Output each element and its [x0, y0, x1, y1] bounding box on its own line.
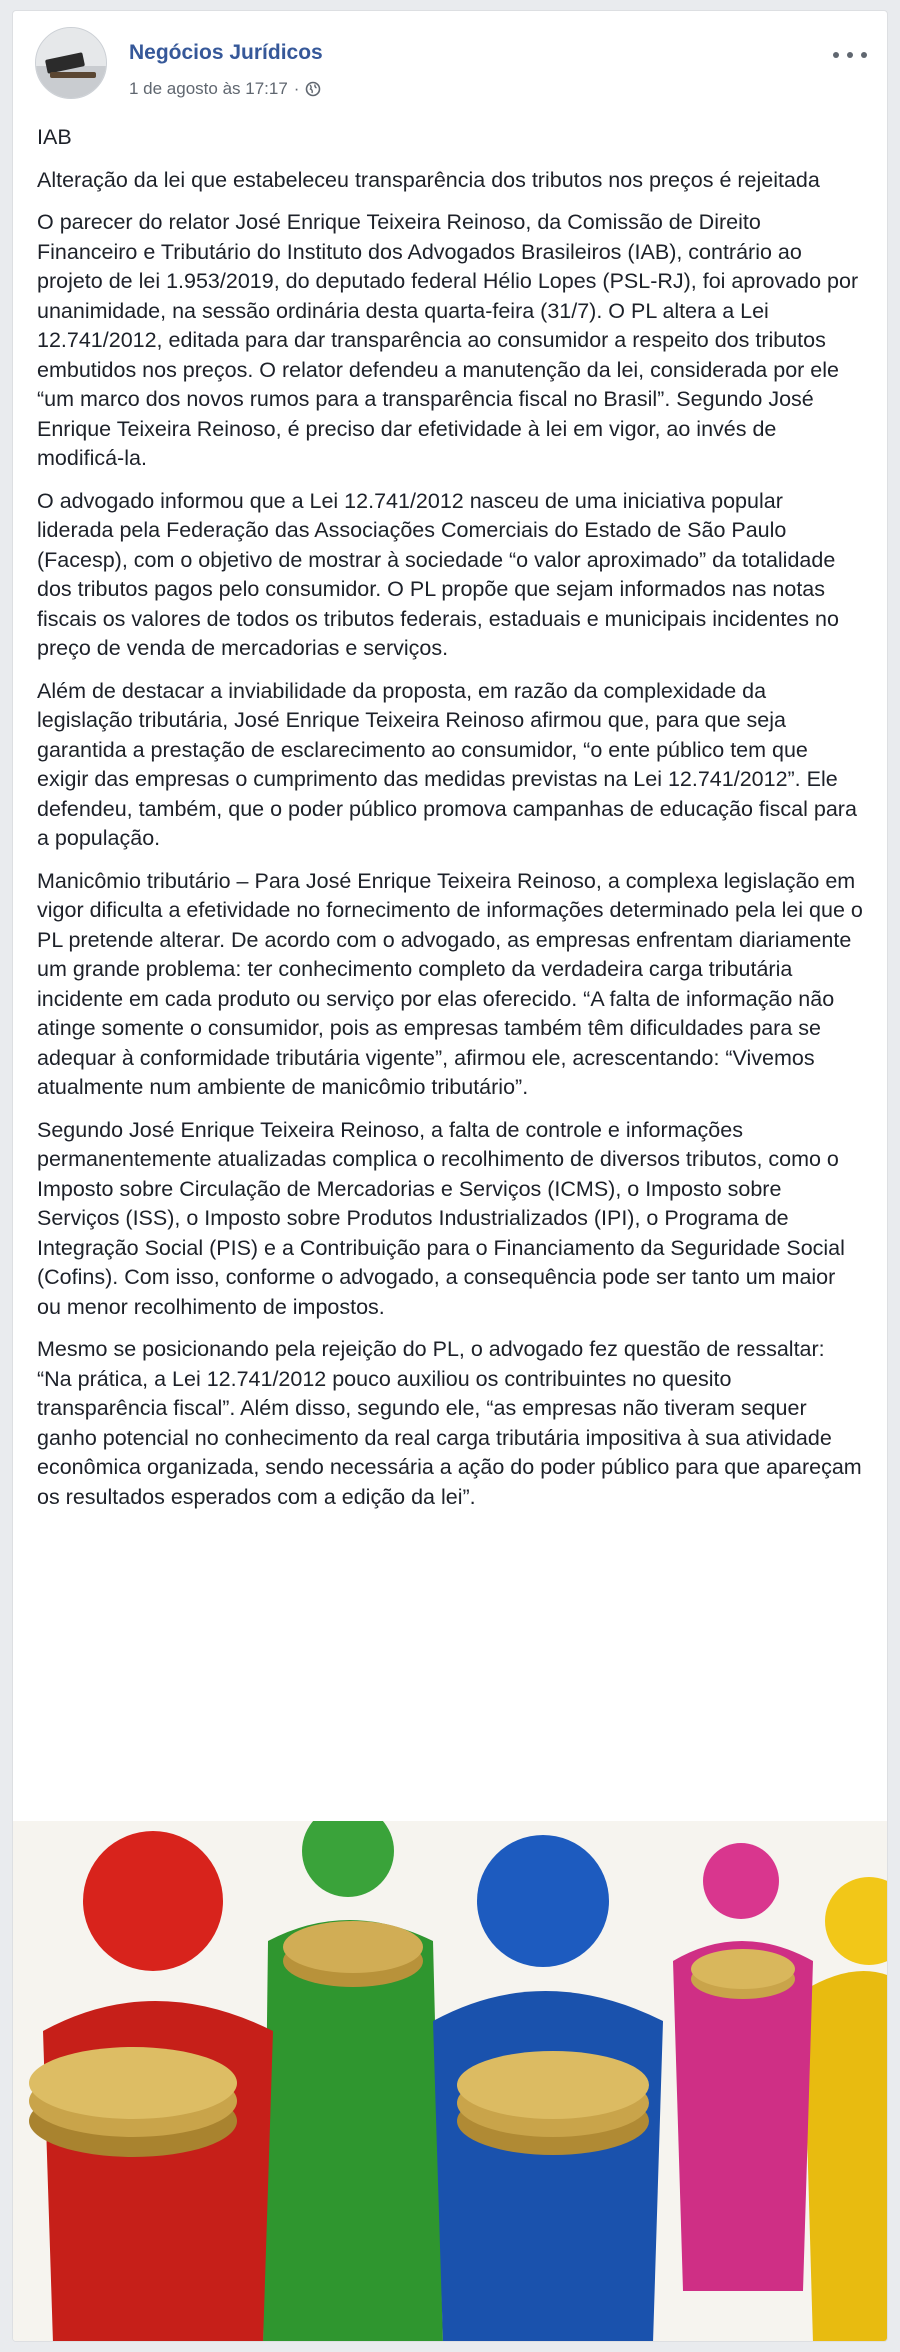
post-header — [35, 27, 867, 107]
post-body — [37, 123, 865, 1525]
post-paragraph: IAB — [37, 125, 72, 149]
post-paragraph: Manicômio tributário – Para José Enrique Teixeira Reinoso, a complexa legislação em vigor dificulta a efetividade no fornecimento de informações determinado pela lei que o PL pretende alterar. De acordo com o advogado, as empresas enfrentam diariamente um grande problema: ter conhecimento completo da verdadeira carga tributária incidente em cada produto ou serviço por elas oferecido. “A falta de informação não atinge somente o consumidor, pois as empresas também têm dificuldades para se adequar à conformidade tributária vigente”, afirmou ele, acrescentando: “Vivemos atualmente num ambiente de manicômio tributário”. — [37, 868, 863, 1099]
post-paragraph: O advogado informou que a Lei 12.741/2012 nasceu de uma iniciativa popular liderada pela Federação das Associações Comerciais do Estado de São Paulo (Facesp), com o objetivo de mostrar à sociedade “o valor aproximado” da totalidade dos tributos pagos pelo consumidor. O PL propõe que sejam informados nas notas fiscais os valores de todos os tributos federais, estaduais e municipais incidentes no preço de venda de mercadorias e serviços. — [37, 488, 839, 660]
page-avatar[interactable] — [35, 27, 107, 99]
post-paragraph: Mesmo se posicionando pela rejeição do PL, o advogado fez questão de ressaltar: “Na prática, a Lei 12.741/2012 pouco auxiliou os contribuintes no quesito transparência fiscal”. Além disso, segundo ele, “as empresas não tiveram sequer ganho potencial no conhecimento da real carga tributária impositiva à sua atividade econômica organizada, sendo necessária a ação do poder público para que apareçam os resultados esperados com a edição da lei”. — [37, 1337, 862, 1509]
post-paragraph: O parecer do relator José Enrique Teixeira Reinoso, da Comissão de Direito Financeiro e Tributário do Instituto dos Advogados Brasileiros (IAB), contrário ao projeto de lei 1.953/2019, do deputado federal Hélio Lopes (PSL-RJ), foi aprovado por unanimidade, na sessão ordinária desta quarta-feira (31/7). O PL altera a Lei 12.741/2012, editada para dar transparência ao consumidor a respeito dos tributos embutidos nos preços. O relator defendeu a manutenção da lei, considerada por ele “um marco dos novos rumos para a transparência fiscal no Brasil”. Segundo José Enrique Teixeira Reinoso, é preciso dar efetividade à lei em vigor, ao invés de modificá-la. — [37, 210, 859, 470]
globe-icon[interactable] — [305, 81, 321, 97]
more-options-icon[interactable] — [833, 43, 867, 67]
post-paragraph: Além de destacar a inviabilidade da proposta, em razão da complexidade da legislação tributária, José Enrique Teixeira Reinoso afirmou que, para que seja garantida a prestação de esclarecimento ao consumidor, “o ente público tem que exigir das empresas o cumprimento das medidas previstas na Lei 12.741/2012”. Ele defendeu, também, que o poder público promova campanhas de educação fiscal para a população. — [37, 678, 857, 850]
meta-separator: · — [293, 79, 300, 98]
post-paragraph: Segundo José Enrique Teixeira Reinoso, a falta de controle e informações permanentemente atualizadas complica o recolhimento de diversos tributos, como o Imposto sobre Circulação de Mercadorias e Serviços (ICMS), o Imposto sobre Serviços (ISS), o Imposto sobre Produtos Industrializados (IPI), o Programa de Integração Social (PIS) e a Contribuição para o Financiamento da Seguridade Social (Cofins). Com isso, conforme o advogado, a consequência pode ser tanto um maior ou menor recolhimento de impostos. — [37, 1117, 845, 1319]
post-meta — [129, 79, 321, 99]
post-timestamp[interactable]: 1 de agosto às 17:17 — [129, 79, 288, 98]
post-image[interactable] — [13, 1821, 888, 2342]
page-name[interactable]: Negócios Jurídicos — [129, 41, 323, 64]
post-paragraph: Alteração da lei que estabeleceu transparência dos tributos nos preços é rejeitada — [37, 167, 820, 192]
post-card — [12, 10, 888, 2342]
